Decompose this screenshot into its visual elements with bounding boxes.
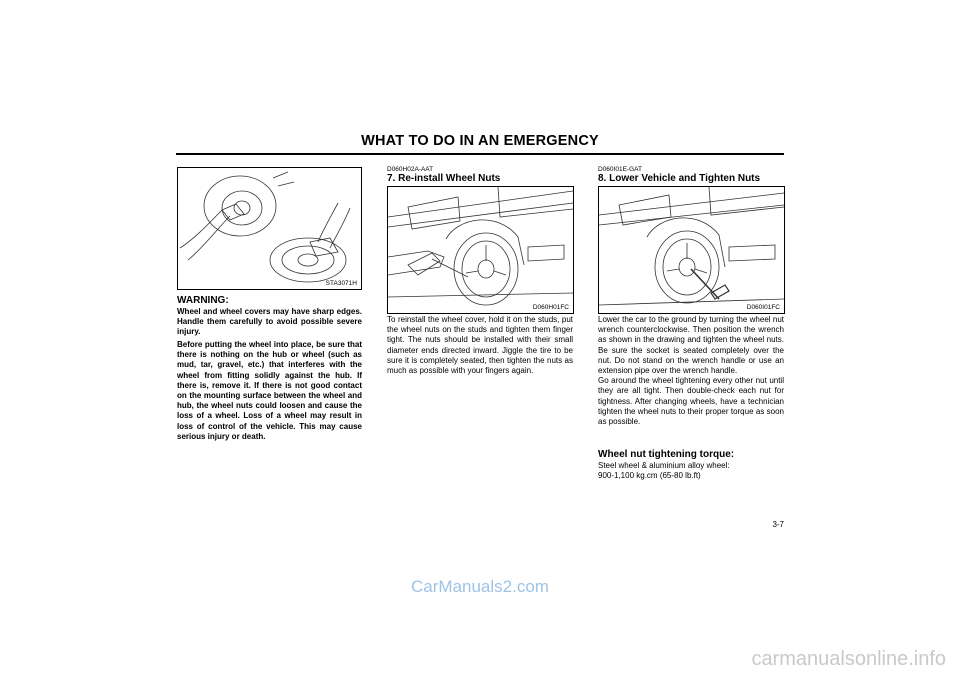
- page-number: 3-7: [772, 520, 784, 529]
- watermark-link[interactable]: CarManuals2.com: [411, 577, 549, 596]
- section-title: WHAT TO DO IN AN EMERGENCY: [361, 133, 599, 149]
- warning-title: WARNING:: [177, 295, 229, 306]
- wrench-drawing: [599, 187, 784, 313]
- figure-code: D060I01FC: [746, 304, 780, 311]
- figure-code: STA3071H: [325, 280, 357, 287]
- reinstall-nuts-illustration: [387, 186, 574, 314]
- section-paragraph: Go around the wheel tightening every other nut until they are all tight. Then double-check each nut for tightness. After changing wheels, have a technician tighten the wheel nuts to their proper torque as soon as possible.: [598, 376, 784, 427]
- torque-line: Steel wheel & aluminium alloy wheel:: [598, 461, 730, 470]
- torque-line: 900-1,100 kg.cm (65-80 lb.ft): [598, 471, 701, 481]
- section-code: D060H02A-AAT: [387, 166, 434, 173]
- tighten-nuts-illustration: [598, 186, 785, 314]
- section-heading: 8. Lower Vehicle and Tighten Nuts: [598, 173, 761, 184]
- torque-heading: Wheel nut tightening torque:: [598, 449, 735, 460]
- figure-code: D060H01FC: [532, 304, 569, 311]
- section-code: D060I01E-GAT: [598, 166, 642, 173]
- wheel-cover-illustration: [177, 167, 362, 290]
- section-body: [598, 315, 784, 427]
- warning-paragraph: Before putting the wheel into place, be sure that there is nothing on the hub or wheel (such as mud, tar, gravel, etc.) that interferes with the wheel from fitting solidly against the hub. If there is, remove it. If there is not good contact on the mounting surface between the wheel and hub, the wheel nuts could loosen and cause the loss of a wheel. Loss of a wheel may result in loss of control of the vehicle. This may cause serious injury or death.: [177, 340, 362, 441]
- section-paragraph: Lower the car to the ground by turning the wheel nut wrench counterclockwise. Then position the wrench as shown in the drawing and tighten the wheel nuts. Be sure the socket is seated completely over the nut. Do not stand on the wrench handle or use an extension pipe over the wrench handle.: [598, 315, 784, 376]
- watermark-text: carmanualsonline.info: [751, 648, 946, 670]
- wheel-cover-drawing: [178, 168, 361, 289]
- torque-spec: [598, 461, 784, 481]
- section-body: To reinstall the wheel cover, hold it on the studs, put the wheel nuts on the studs and tighten them finger tight. The nuts should be installed with their small diameter ends directed inward. Jiggle the tire to be sure it is completely seated, then tighten the nuts as much as possible with your fingers again.: [387, 315, 573, 376]
- header-rule: [176, 153, 784, 155]
- section-heading: 7. Re-install Wheel Nuts: [387, 173, 501, 184]
- warning-paragraph: Wheel and wheel covers may have sharp edges. Handle them carefully to avoid possible severe injury.: [177, 307, 362, 337]
- car-jack-drawing: [388, 187, 573, 313]
